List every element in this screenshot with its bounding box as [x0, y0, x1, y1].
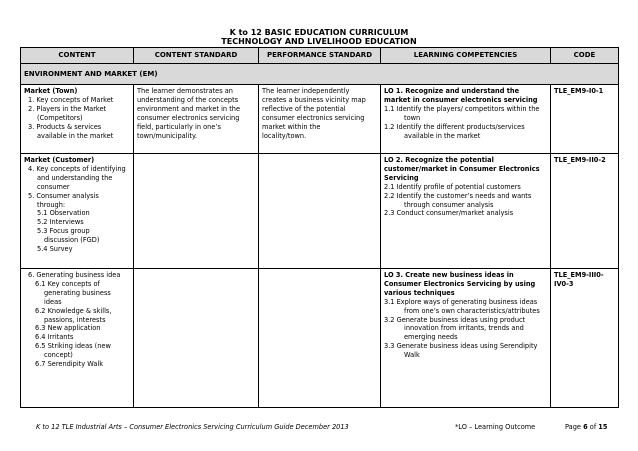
- competency-item: town: [404, 113, 421, 122]
- column-header-code: CODE: [551, 48, 619, 64]
- content-item: 6. Generating business idea: [28, 271, 121, 279]
- content-item: 5.4 Survey: [37, 245, 73, 254]
- learning-competencies-cell: [381, 85, 551, 154]
- footer-document-title: K to 12 TLE Industrial Arts – Consumer Electronics Servicing Curriculum Guide December 2013: [36, 423, 349, 431]
- content-item: 1. Key concepts of Market: [28, 95, 114, 104]
- content-cell: [21, 85, 134, 154]
- curriculum-title: K to 12 BASIC EDUCATION CURRICULUM: [229, 28, 409, 37]
- performance-text: The learner independently: [262, 87, 350, 95]
- code-cell: [551, 154, 619, 269]
- content-item: 6.5 Striking ideas (new: [35, 342, 111, 351]
- content-heading: Market (Town): [24, 87, 78, 95]
- content-standard-cell: [134, 85, 259, 154]
- performance-text: consumer electronics servicing: [262, 113, 365, 122]
- lo-heading: LO 3. Create new business ideas in: [384, 271, 514, 279]
- content-item: 5. Consumer analysis: [28, 191, 99, 200]
- table-row: [21, 154, 619, 269]
- competency-item: from one’s own characteristics/attributes: [404, 306, 540, 315]
- content-cell: [21, 269, 134, 408]
- table-row: [21, 85, 619, 154]
- content-standard-cell: [134, 269, 259, 408]
- lo-heading: various techniques: [384, 288, 455, 297]
- content-item: 6.7 Serendipity Walk: [35, 360, 104, 369]
- column-header-content-standard: CONTENT STANDARD: [134, 48, 259, 64]
- lo-heading: LO 2. Recognize the potential: [384, 156, 494, 164]
- performance-text: reflective of the potential: [262, 104, 346, 113]
- performance-standard-cell: [259, 269, 381, 408]
- section-row: [21, 64, 619, 85]
- learning-competencies-cell: [381, 269, 551, 408]
- content-item: through:: [37, 200, 66, 209]
- code-value: IV0-3: [554, 279, 574, 288]
- content-item: ideas: [44, 297, 62, 306]
- section-title: ENVIRONMENT AND MARKET (EM): [21, 64, 619, 85]
- code-cell: [551, 85, 619, 154]
- curriculum-table: [20, 47, 619, 408]
- page-number: [565, 423, 607, 431]
- competency-item: available in the market: [404, 131, 481, 140]
- content-heading: Market (Customer): [24, 156, 95, 164]
- page-current: 6: [583, 423, 588, 431]
- performance-text: market within the: [262, 122, 321, 131]
- standard-text: town/municipality.: [137, 131, 198, 140]
- column-header-content: CONTENT: [21, 48, 134, 64]
- page-of-label: of: [589, 423, 597, 431]
- content-item: 3. Products & services: [28, 122, 102, 131]
- learning-competencies-cell: [381, 154, 551, 269]
- content-standard-cell: [134, 154, 259, 269]
- code-value: TLE_EM9-III0-: [554, 271, 604, 279]
- standard-text: The learner demonstrates an: [137, 87, 233, 95]
- content-item: available in the market: [37, 131, 114, 140]
- standard-text: environment and market in the: [137, 104, 241, 113]
- content-item: consumer: [37, 182, 70, 191]
- page-label: Page: [565, 423, 581, 431]
- lo-heading: LO 1. Recognize and understand the: [384, 87, 520, 95]
- performance-text: locality/town.: [262, 131, 307, 140]
- code-cell: [551, 269, 619, 408]
- column-header-performance-standard: PERFORMANCE STANDARD: [259, 48, 381, 64]
- page-total: 15: [598, 423, 608, 431]
- content-item: 2. Players in the Market: [28, 104, 107, 113]
- competency-item: emerging needs: [404, 333, 458, 342]
- competency-item: through consumer analysis: [404, 200, 494, 209]
- lo-heading: Consumer Electronics Servicing by using: [384, 279, 536, 288]
- competency-item: 3.3 Generate business ideas using Serendipity: [384, 342, 538, 351]
- content-item: 6.1 Key concepts of: [35, 279, 100, 288]
- table-header-row: [21, 48, 619, 64]
- footer-legend: *LO – Learning Outcome: [455, 423, 536, 431]
- performance-standard-cell: [259, 85, 381, 154]
- competency-item: 2.2 Identify the customer’s needs and wants: [384, 191, 532, 200]
- performance-text: creates a business vicinity map: [262, 95, 366, 104]
- content-item: concept): [44, 351, 73, 360]
- content-cell: [21, 154, 134, 269]
- code-value: TLE_EM9-I0-1: [554, 87, 604, 95]
- content-item: 4. Key concepts of identifying: [28, 164, 126, 173]
- table-row: [21, 269, 619, 408]
- standard-text: field, particularly in one’s: [137, 122, 221, 131]
- standard-text: understanding of the concepts: [137, 95, 239, 104]
- lo-heading: customer/market in Consumer Electronics: [384, 164, 540, 173]
- content-item: generating business: [44, 288, 111, 297]
- competency-item: 2.1 Identify profile of potential customers: [384, 182, 521, 191]
- competency-item: Walk: [404, 351, 420, 360]
- content-item: discussion (FGD): [44, 236, 100, 245]
- content-item: 6.2 Knowledge & skills,: [35, 306, 112, 315]
- lo-heading: market in consumer electronics servicing: [384, 95, 538, 104]
- content-item: 6.4 Irritants: [35, 333, 74, 342]
- content-item: 5.2 Interviews: [37, 218, 84, 227]
- subject-title: TECHNOLOGY AND LIVELIHOOD EDUCATION: [221, 37, 417, 46]
- content-item: passions, interests: [44, 315, 106, 324]
- competency-item: 1.2 Identify the different products/services: [384, 122, 525, 131]
- competency-item: 3.1 Explore ways of generating business ideas: [384, 297, 538, 306]
- content-item: 5.1 Observation: [37, 209, 90, 218]
- content-item: (Competitors): [37, 113, 83, 122]
- competency-item: 3.2 Generate business ideas using product: [384, 315, 526, 324]
- competency-item: innovation from irritants, trends and: [404, 324, 524, 333]
- competency-item: 1.1 Identify the players/ competitors within the: [384, 104, 540, 113]
- content-item: 6.3 New application: [35, 324, 101, 333]
- content-item: and understanding the: [37, 173, 113, 182]
- competency-item: 2.3 Conduct consumer/market analysis: [384, 209, 514, 218]
- performance-standard-cell: [259, 154, 381, 269]
- standard-text: consumer electronics servicing: [137, 113, 240, 122]
- column-header-learning-competencies: LEARNING COMPETENCIES: [381, 48, 551, 64]
- lo-heading: Servicing: [384, 173, 419, 182]
- code-value: TLE_EM9-II0-2: [554, 156, 606, 164]
- content-item: 5.3 Focus group: [37, 227, 90, 236]
